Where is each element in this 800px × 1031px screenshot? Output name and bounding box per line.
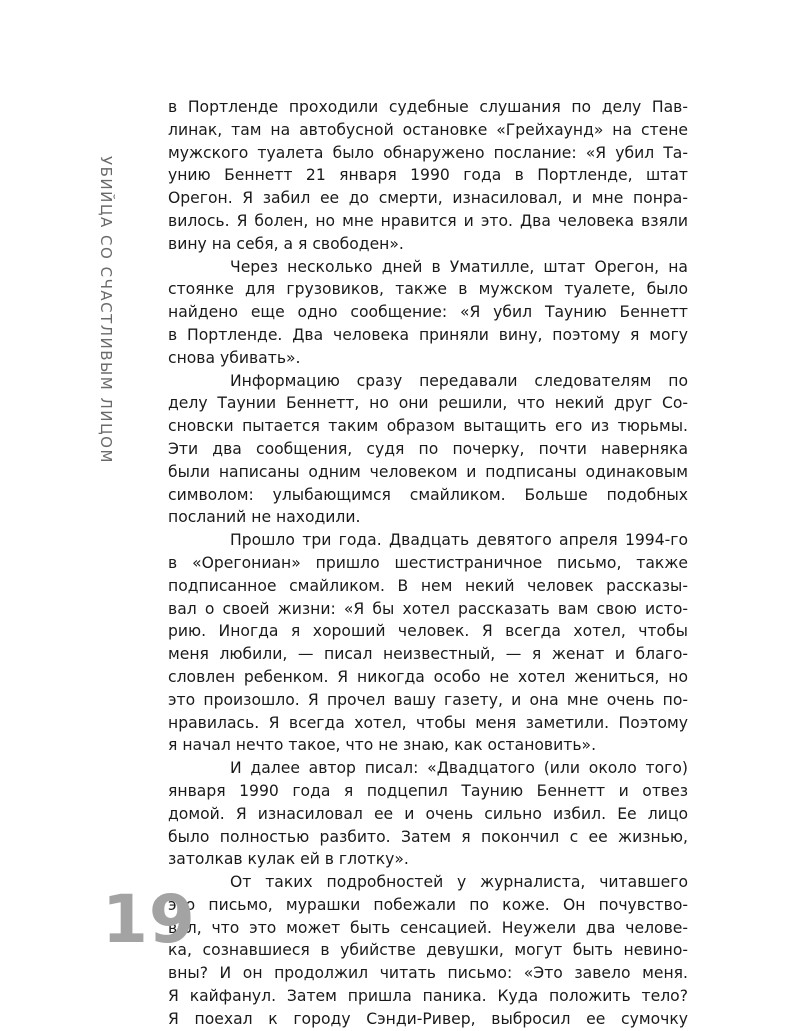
running-title: УБИЙЦА СО СЧАСТЛИВЫМ ЛИЦОМ xyxy=(97,156,115,464)
text-line: стоянке для грузовиков, также в мужском туалете, было xyxy=(168,280,688,299)
text-line: ка, сознавшиеся в убийстве девушки, могут быть невино- xyxy=(168,941,688,960)
text-line: рию. Иногда я хороший человек. Я всегда хотел, чтобы xyxy=(168,622,688,641)
text-line: вал, что это может быть сенсацией. Неужели два челове- xyxy=(168,918,688,937)
text-line: Орегон. Я забил ее до смерти, изнасиловал, и мне понра- xyxy=(168,189,688,208)
text-line: нравилась. Я всегда хотел, чтобы меня заметили. Поэтому xyxy=(168,713,688,732)
text-line: Я кайфанул. Затем пришла паника. Куда положить тело? xyxy=(168,987,688,1006)
text-line: унию Беннетт 21 января 1990 года в Портленде, штат xyxy=(168,166,688,185)
text-line: подписанное смайликом. В нем некий человек рассказы- xyxy=(168,576,688,595)
text-line: домой. Я изнасиловал ее и очень сильно избил. Ее лицо xyxy=(168,804,688,823)
text-line: И далее автор писал: «Двадцатого (или около того) xyxy=(230,759,688,778)
text-line: вину на себя, а я свободен». xyxy=(168,234,404,253)
text-line: вал о своей жизни: «Я бы хотел рассказать вам свою исто- xyxy=(168,599,688,618)
text-line: это произошло. Я прочел вашу газету, и она мне очень по- xyxy=(168,690,688,709)
text-line: сновски пытается таким образом вытащить его из тюрьмы. xyxy=(168,417,688,436)
text-line: в «Орегониан» пришло шестистраничное письмо, также xyxy=(168,553,688,572)
text-line: в Портленде. Два человека приняли вину, поэтому я могу xyxy=(168,325,688,344)
text-line: Прошло три года. Двадцать девятого апреля 1994-го xyxy=(230,531,688,550)
text-line: найдено еще одно сообщение: «Я убил Таунию Беннетт xyxy=(168,303,688,322)
text-line: снова убивать». xyxy=(168,348,301,367)
text-line: были написаны одним человеком и подписаны одинаковым xyxy=(168,462,688,481)
text-line: было полностью разбито. Затем я покончил с ее жизнью, xyxy=(168,827,688,846)
text-line: мужского туалета было обнаружено послание: «Я убил Та- xyxy=(168,143,688,162)
text-line: в Портленде проходили судебные слушания по делу Пав- xyxy=(168,98,688,116)
text-line: Через несколько дней в Уматилле, штат Орегон, на xyxy=(230,257,688,276)
text-line: символом: улыбающимся смайликом. Больше подобных xyxy=(168,485,688,504)
text-line: января 1990 года я подцепил Таунию Беннетт и отвез xyxy=(168,781,688,800)
text-line: Я поехал к городу Сэнди-Ривер, выбросил ее сумочку xyxy=(168,1009,688,1028)
text-line: вилось. Я болен, но мне нравится и это. Два человека взяли xyxy=(168,211,688,230)
text-line: меня любили, — писал неизвестный, — я женат и благо- xyxy=(168,645,688,664)
text-line: вны? И он продолжил читать письмо: «Это завело меня. xyxy=(168,964,688,983)
text-line: От таких подробностей у журналиста, читавшего xyxy=(230,873,688,892)
text-line: затолкав кулак ей в глотку». xyxy=(168,850,409,869)
text-line: это письмо, мурашки побежали по коже. Он почувство- xyxy=(168,895,688,914)
text-line: посланий не находили. xyxy=(168,508,361,527)
text-line: я начал нечто такое, что не знаю, как остановить». xyxy=(168,736,597,755)
text-line: Информацию сразу передавали следователям по xyxy=(230,371,688,390)
text-line: словлен ребенком. Я никогда особо не хотел жениться, но xyxy=(168,667,688,686)
body-text xyxy=(168,96,688,1031)
page-number: 19 xyxy=(102,881,196,958)
text-line: линак, там на автобусной остановке «Грейхаунд» на стене xyxy=(168,120,688,139)
text-line: делу Таунии Беннетт, но они решили, что некий друг Со- xyxy=(168,394,688,413)
text-line: Эти два сообщения, судя по почерку, почти наверняка xyxy=(168,439,688,458)
